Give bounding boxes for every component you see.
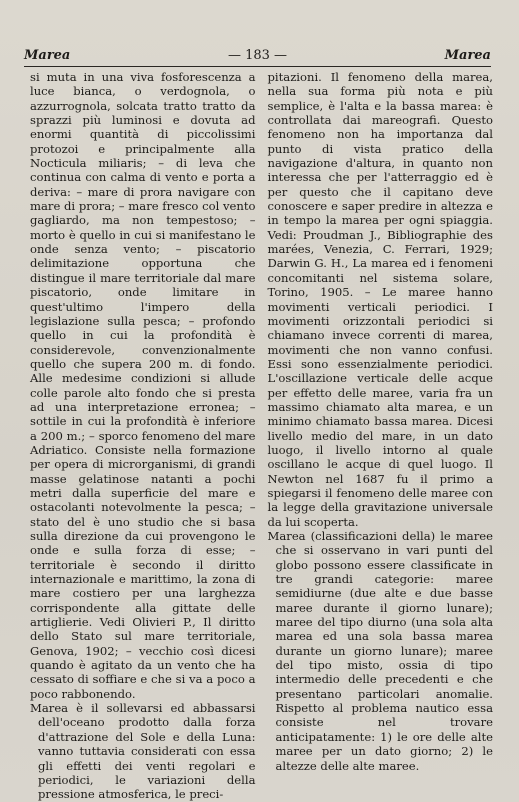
paragraph-marea-continued: pitazioni. Il fenomeno della marea, nella sua forma più nota e più semplice, è l'alta e la bassa marea: è controllata dai mareografi. Questo fenomeno non ha importanza dal punto di vista pratico della navigazione d'altura, in quanto non interessa che per l'atterraggio ed è per questo che il capitano deve conoscere e saper predire in altezza e in tempo la marea per ogni spiaggia. Vedi: Proudman J., Bibliographie des marées, Venezia, C. Ferrari, 1929; Darwin G. H., La marea ed i fenomeni concomitanti nel sistema solare, Torino, 1905. – Le maree hanno movimenti verticali periodici. I movimenti orizzontali periodici si chiamano invece correnti di marea, movimenti che non vanno confusi. Essi sono essenzialmente periodici. L'oscillazione verticale delle acque per effetto delle maree, varia fra un massimo chiamato alta marea, e un minimo chiamato bassa marea. Dicesi livello medio del mare, in un dato luogo, il livello intorno al quale oscillano le acque di quel luogo. Il Newton nel 1687 fu il primo a spiegarsi il fenomeno delle maree con la legge della gravitazione universale da lui scoperta. bbox=[267, 70, 493, 529]
page-number: — 183 — bbox=[227, 47, 288, 63]
right-column bbox=[268, 70, 494, 776]
paragraph-mare-continued: si muta in una viva fosforescenza a luce bianca, o verdognola, o azzurrognola, solcata tratto tratto da sprazzi più luminosi e dovuta ad enormi quantità di piccolissimi protozoi e principalmente alla Nocticula miliaris; – di leva che continua con calma di vento e porta a deriva: – mare di prora navigare con mare di prora; – mare fresco col vento gagliardo, ma non tempestoso; – morto è quello in cui si manifestano le onde senza vento; – piscatorio delimitazione opportuna che distingue il mare territoriale dal mare piscatorio, onde limitare in quest'ultimo l'impero della legislazione sulla pesca; – profondo quello in cui la profondità è considerevole, convenzionalmente quello che supera 200 m. di fondo. Alle medesime condizioni si allude colle parole alto fondo che si presta ad una interpretazione erronea; – sottile in cui la profondità è inferiore a 200 m.; – sporco fenomeno del mare Adriatico. Consiste nella formazione per opera di microrganismi, di grandi masse gelatinose natanti a pochi metri dalla superficie del mare e ostacolanti notevolmente la pesca; – stato del è uno studio che si basa sulla direzione da cui provengono le onde e sulla forza di esse; – territoriale è secondo il diritto internazionale e marittimo, la zona di mare costiero per una larghezza corrispondente alla gittate delle artiglierie. Vedi Olivieri P., Il diritto dello Stato sul mare territoriale, Genova, 1902; – vecchio così dicesi quando è agitato da un vento che ha cessato di soffiare e che si va a poco a poco rabbonendo. bbox=[30, 70, 256, 701]
header-rule bbox=[24, 66, 491, 67]
left-column bbox=[30, 70, 256, 802]
header-right-title: Marea bbox=[444, 47, 491, 63]
running-header bbox=[24, 44, 491, 66]
paragraph-marea-classificazioni: Marea (classificazioni della) le maree che si osservano in vari punti del globo possono essere classificate in tre grandi categorie: maree semidiurne (due alte e due basse maree durante il giorno lunare); maree del tipo diurno (una sola alta marea ed una sola bassa marea durante un giorno lunare); maree del tipo misto, ossia di tipo intermedio delle precedenti e che presentano particolari anomalie. Rispetto al problema nautico essa consiste nel trovare anticipatamente: 1) le ore delle alte maree per un dato giorno; 2) le altezze delle alte maree. bbox=[267, 529, 493, 773]
text-columns bbox=[30, 70, 493, 802]
header-left-title: Marea bbox=[24, 47, 71, 63]
paragraph-marea: Marea è il sollevarsi ed abbassarsi dell'oceano prodotto dalla forza d'attrazione del Sole e della Luna: vanno tuttavia considerati con essa gli effetti dei venti regolari e periodici, le variazioni della pressione atmosferica, le preci- bbox=[30, 701, 256, 802]
